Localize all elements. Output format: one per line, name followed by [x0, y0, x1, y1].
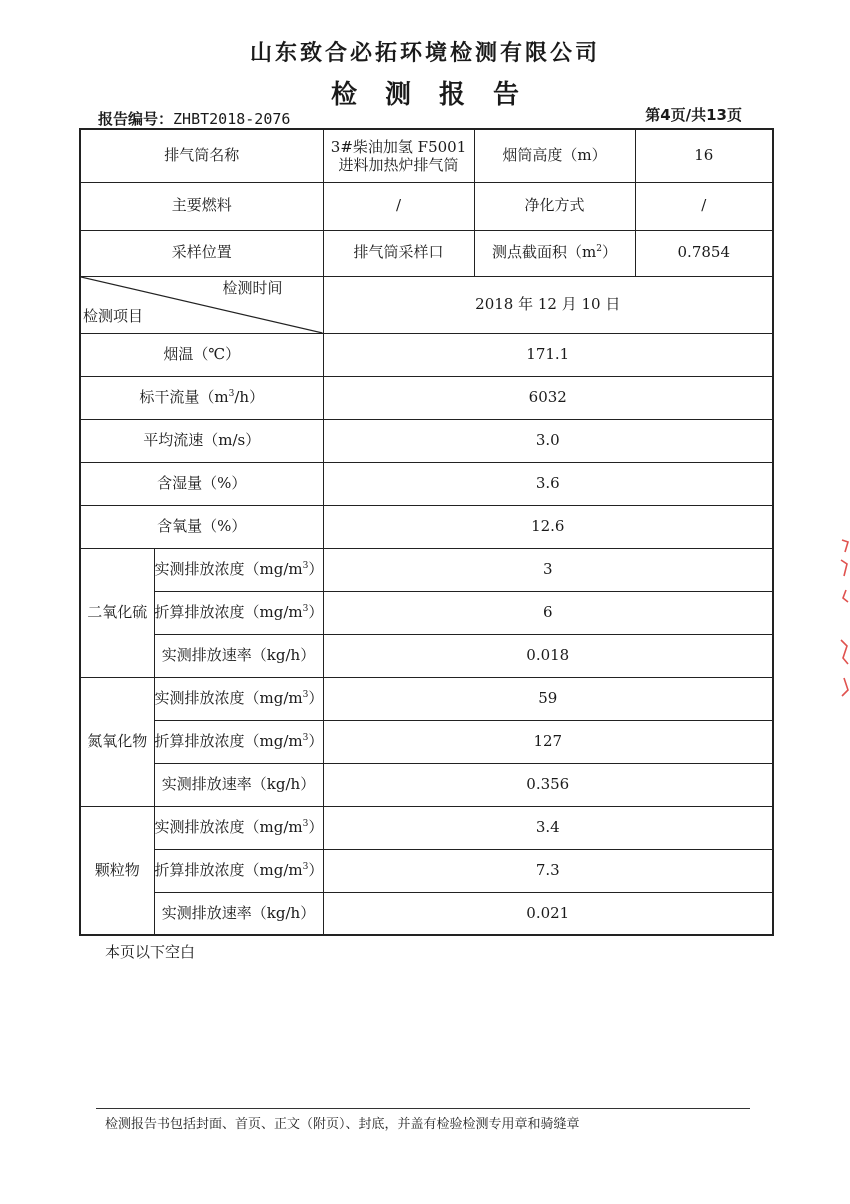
nox-measured-conc: 59: [323, 677, 773, 720]
seal-stamp-fragment: [838, 530, 850, 700]
test-date: 2018 年 12 月 10 日: [323, 276, 773, 333]
fuel-value: /: [323, 182, 474, 230]
pollutant-name-particulate: 颗粒物: [80, 806, 154, 935]
stack-name-label: 排气筒名称: [80, 129, 323, 182]
stack-name-value: [323, 129, 474, 182]
conc-label-text: 折算排放浓度（mg/m: [154, 731, 303, 750]
std-dry-flow-label: [80, 376, 323, 419]
purification-value: /: [635, 182, 773, 230]
report-number-value: ZHBT2018-2076: [173, 110, 291, 128]
footer-divider: [96, 1108, 750, 1109]
report-title: 检测报告: [330, 80, 547, 110]
table-row: [80, 419, 773, 462]
converted-conc-label: [154, 849, 323, 892]
cross-section-area-value: 0.7854: [635, 230, 773, 276]
stack-name-line2: 进料加热炉排气筒: [338, 155, 459, 174]
measured-conc-label: [154, 548, 323, 591]
company-name: 山东致合必拓环境检测有限公司: [249, 41, 600, 66]
pm-measured-conc: 3.4: [323, 806, 773, 849]
table-row: [80, 806, 773, 849]
flow-label-unit: /h）: [234, 387, 265, 406]
conc-label-text: 实测排放浓度（mg/m: [154, 559, 303, 578]
conc-label-sup: 3: [302, 732, 309, 743]
fuel-label: 主要燃料: [80, 182, 323, 230]
conc-label-close: ）: [308, 817, 324, 836]
area-label-close: ）: [601, 243, 617, 262]
stack-name-line1: 3#柴油加氢 F5001: [330, 137, 467, 156]
conc-label-close: ）: [308, 559, 324, 578]
table-row: [80, 230, 773, 276]
conc-label-close: ）: [308, 688, 324, 707]
table-row: [80, 892, 773, 935]
conc-label-sup: 3: [302, 603, 309, 614]
table-row: [80, 182, 773, 230]
table-row: [80, 276, 773, 333]
area-label-text: 测点截面积（m: [492, 243, 597, 262]
conc-label-close: ）: [308, 731, 324, 750]
oxygen-value: 12.6: [323, 505, 773, 548]
conc-label-text: 实测排放浓度（mg/m: [154, 688, 303, 707]
conc-label-sup: 3: [302, 818, 309, 829]
nox-emission-rate: 0.356: [323, 763, 773, 806]
converted-conc-label: [154, 591, 323, 634]
page-indicator: 第4页/共13页: [645, 106, 742, 124]
blank-page-remark: 本页以下空白: [105, 943, 196, 961]
emission-rate-label: 实测排放速率（kg/h）: [154, 892, 323, 935]
table-row: [80, 376, 773, 419]
measured-conc-label: [154, 677, 323, 720]
nox-converted-conc: 127: [323, 720, 773, 763]
pm-emission-rate: 0.021: [323, 892, 773, 935]
table-row: [80, 634, 773, 677]
conc-label-sup: 3: [302, 560, 309, 571]
conc-label-sup: 3: [302, 861, 309, 872]
std-dry-flow-value: 6032: [323, 376, 773, 419]
table-row: [80, 129, 773, 182]
table-row: [80, 720, 773, 763]
conc-label-close: ）: [308, 602, 324, 621]
table-row: [80, 849, 773, 892]
test-item-label: 检测项目: [83, 307, 144, 325]
conc-label-sup: 3: [302, 689, 309, 700]
table-row: [80, 591, 773, 634]
oxygen-label: 含氧量（%）: [80, 505, 323, 548]
flow-label-text: 标干流量（m: [139, 387, 229, 406]
table-row: [80, 677, 773, 720]
pollutant-name-nox: 氮氧化物: [80, 677, 154, 806]
stack-height-label: 烟筒高度（m）: [474, 129, 635, 182]
conc-label-close: ）: [308, 860, 324, 879]
table-row: [80, 548, 773, 591]
avg-velocity-value: 3.0: [323, 419, 773, 462]
emission-test-table: [79, 128, 774, 936]
moisture-value: 3.6: [323, 462, 773, 505]
emission-rate-label: 实测排放速率（kg/h）: [154, 763, 323, 806]
test-time-label: 检测时间: [222, 278, 283, 297]
report-number-label: 报告编号：: [98, 110, 174, 128]
report-number: [98, 108, 290, 129]
seal-stamp-edge: [838, 530, 850, 700]
pm-converted-conc: 7.3: [323, 849, 773, 892]
pollutant-name-so2: 二氧化硫: [80, 548, 154, 677]
converted-conc-label: [154, 720, 323, 763]
footer-note: 检测报告书包括封面、首页、正文（附页）、封底，并盖有检验检测专用章和骑缝章: [105, 1117, 580, 1132]
area-label-sup: 2: [596, 244, 602, 255]
table-row: [80, 505, 773, 548]
moisture-label: 含湿量（%）: [80, 462, 323, 505]
so2-measured-conc: 3: [323, 548, 773, 591]
sample-position-label: 采样位置: [80, 230, 323, 276]
table-row: [80, 763, 773, 806]
flue-temp-label: 烟温（℃）: [80, 333, 323, 376]
conc-label-text: 实测排放浓度（mg/m: [154, 817, 303, 836]
table-row: [80, 462, 773, 505]
so2-converted-conc: 6: [323, 591, 773, 634]
conc-label-text: 折算排放浓度（mg/m: [154, 602, 303, 621]
cross-section-area-label: [474, 230, 635, 276]
so2-emission-rate: 0.018: [323, 634, 773, 677]
sample-position-value: 排气筒采样口: [323, 230, 474, 276]
stack-height-value: 16: [635, 129, 773, 182]
diagonal-header-cell: [80, 276, 323, 333]
flue-temp-value: 171.1: [323, 333, 773, 376]
purification-label: 净化方式: [474, 182, 635, 230]
flow-label-sup: 3: [228, 388, 235, 399]
measured-conc-label: [154, 806, 323, 849]
emission-rate-label: 实测排放速率（kg/h）: [154, 634, 323, 677]
conc-label-text: 折算排放浓度（mg/m: [154, 860, 303, 879]
avg-velocity-label: 平均流速（m/s）: [80, 419, 323, 462]
table-row: [80, 333, 773, 376]
